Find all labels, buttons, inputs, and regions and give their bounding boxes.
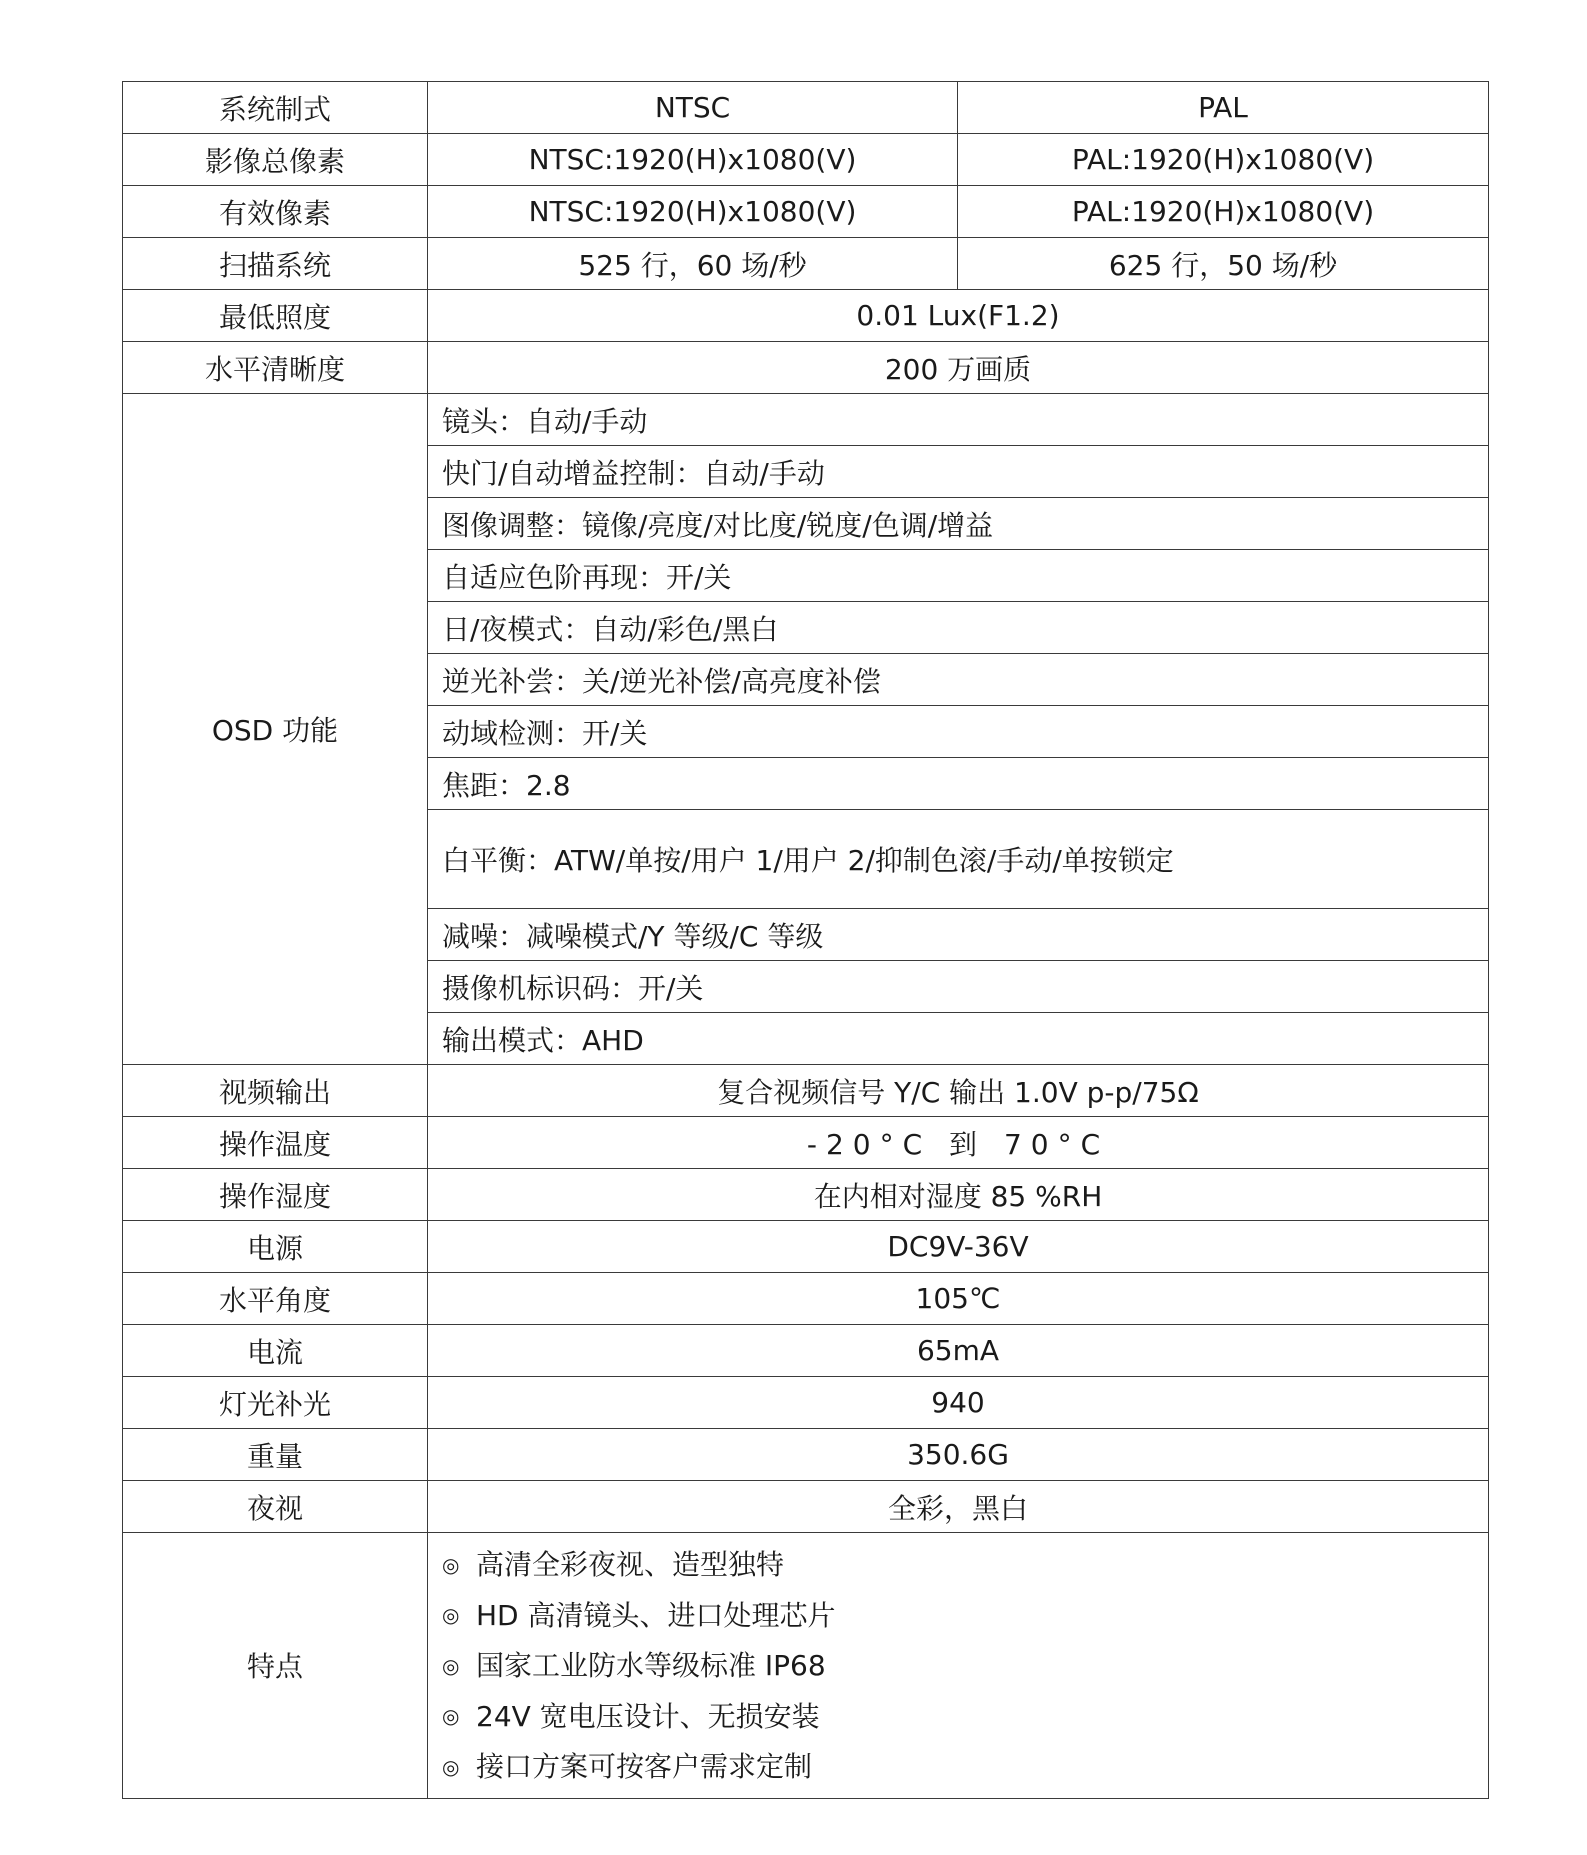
ntsc-header: NTSC: [428, 82, 958, 134]
spec-table: [122, 81, 1489, 1799]
row-label: 重量: [123, 1429, 428, 1481]
row-value: -20°C 到 70°C: [428, 1117, 1489, 1169]
feature-item: [442, 1590, 1488, 1641]
feature-text: 国家工业防水等级标准 IP68: [476, 1648, 826, 1682]
row-label: 水平角度: [123, 1273, 428, 1325]
table-row-horizontal-resolution: [123, 342, 1489, 394]
feature-text: HD 高清镜头、进口处理芯片: [476, 1598, 836, 1632]
row-label: 系统制式: [123, 82, 428, 134]
table-row-video-output: [123, 1065, 1489, 1117]
row-value: 65mA: [428, 1325, 1489, 1377]
osd-item: 快门/自动增益控制：自动/手动: [428, 446, 1489, 498]
row-label: 影像总像素: [123, 134, 428, 186]
bullet-icon: ◎: [442, 1552, 460, 1577]
feature-text: 高清全彩夜视、造型独特: [476, 1547, 785, 1581]
osd-row: [123, 394, 1489, 446]
row-value: 105℃: [428, 1273, 1489, 1325]
pal-value: 625 行，50 场/秒: [958, 238, 1489, 290]
row-label: 水平清晰度: [123, 342, 428, 394]
bullet-icon: ◎: [442, 1754, 460, 1779]
row-label: 最低照度: [123, 290, 428, 342]
row-value: 全彩，黑白: [428, 1481, 1489, 1533]
osd-item: 逆光补尝：关/逆光补偿/高亮度补偿: [428, 654, 1489, 706]
ntsc-value: 525 行，60 场/秒: [428, 238, 958, 290]
table-row-night-vision: [123, 1481, 1489, 1533]
row-value: 0.01 Lux(F1.2): [428, 290, 1489, 342]
row-label: 电流: [123, 1325, 428, 1377]
row-value: 940: [428, 1377, 1489, 1429]
table-row-features: [123, 1533, 1489, 1799]
feature-text: 24V 宽电压设计、无损安装: [476, 1699, 820, 1733]
pal-header: PAL: [958, 82, 1489, 134]
feature-item: [442, 1741, 1488, 1792]
row-label: 操作温度: [123, 1117, 428, 1169]
osd-item: 摄像机标识码：开/关: [428, 961, 1489, 1013]
row-label: 扫描系统: [123, 238, 428, 290]
row-label: 有效像素: [123, 186, 428, 238]
bullet-icon: ◎: [442, 1603, 460, 1628]
osd-item: 白平衡：ATW/单按/用户 1/用户 2/抑制色滚/手动/单按锁定: [428, 810, 1489, 909]
pal-value: PAL:1920(H)x1080(V): [958, 134, 1489, 186]
row-value: DC9V-36V: [428, 1221, 1489, 1273]
osd-item: 动域检测：开/关: [428, 706, 1489, 758]
features-list: [428, 1533, 1489, 1799]
table-row-min-illumination: [123, 290, 1489, 342]
table-row-ir-light: [123, 1377, 1489, 1429]
table-row-op-humidity: [123, 1169, 1489, 1221]
bullet-icon: ◎: [442, 1704, 460, 1729]
row-label: 视频输出: [123, 1065, 428, 1117]
osd-label: OSD 功能: [123, 394, 428, 1065]
ntsc-value: NTSC:1920(H)x1080(V): [428, 186, 958, 238]
row-label: 灯光补光: [123, 1377, 428, 1429]
feature-text: 接口方案可按客户需求定制: [476, 1749, 813, 1783]
osd-item: 日/夜模式：自动/彩色/黑白: [428, 602, 1489, 654]
table-row-total-pixels: [123, 134, 1489, 186]
row-value: 350.6G: [428, 1429, 1489, 1481]
row-label: 电源: [123, 1221, 428, 1273]
table-row-current: [123, 1325, 1489, 1377]
features-label: 特点: [123, 1533, 428, 1799]
table-row-op-temp: [123, 1117, 1489, 1169]
osd-item: 自适应色阶再现：开/关: [428, 550, 1489, 602]
feature-item: [442, 1539, 1488, 1590]
osd-item: 图像调整：镜像/亮度/对比度/锐度/色调/增益: [428, 498, 1489, 550]
table-row-system: [123, 82, 1489, 134]
row-value: 200 万画质: [428, 342, 1489, 394]
osd-item: 焦距：2.8: [428, 758, 1489, 810]
table-row-power: [123, 1221, 1489, 1273]
pal-value: PAL:1920(H)x1080(V): [958, 186, 1489, 238]
table-row-effective-pixels: [123, 186, 1489, 238]
osd-item: 输出模式：AHD: [428, 1013, 1489, 1065]
row-value: 在内相对湿度 85 %RH: [428, 1169, 1489, 1221]
row-value: 复合视频信号 Y/C 输出 1.0V p-p/75Ω: [428, 1065, 1489, 1117]
osd-item: 减噪：减噪模式/Y 等级/C 等级: [428, 909, 1489, 961]
bullet-icon: ◎: [442, 1653, 460, 1678]
row-label: 操作湿度: [123, 1169, 428, 1221]
ntsc-value: NTSC:1920(H)x1080(V): [428, 134, 958, 186]
feature-item: [442, 1640, 1488, 1691]
feature-item: [442, 1691, 1488, 1742]
osd-item: 镜头：自动/手动: [428, 394, 1489, 446]
table-row-weight: [123, 1429, 1489, 1481]
table-row-h-angle: [123, 1273, 1489, 1325]
row-label: 夜视: [123, 1481, 428, 1533]
table-row-scan: [123, 238, 1489, 290]
